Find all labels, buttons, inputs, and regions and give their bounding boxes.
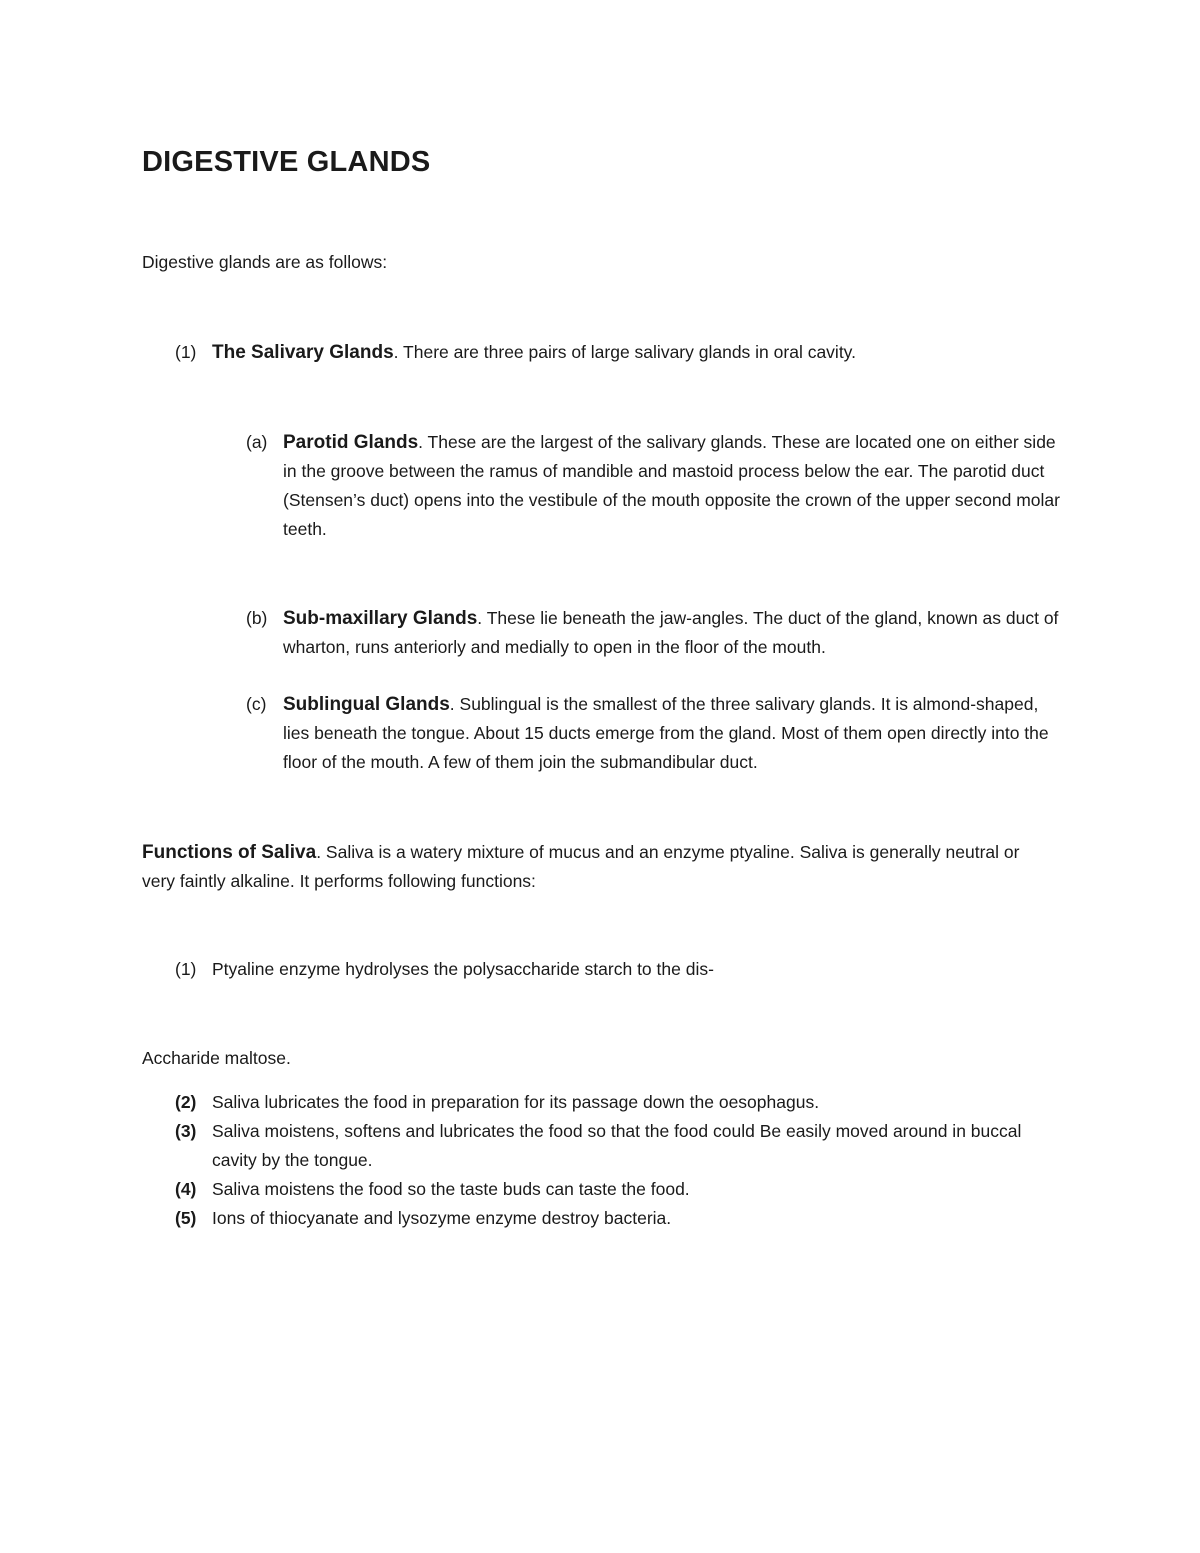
list-number: (1) (175, 342, 197, 362)
list-number: (1) (175, 959, 197, 979)
list-item-text: Saliva lubricates the food in preparation for its passage down the oesophagus. (212, 1092, 820, 1112)
functions-paragraph (142, 838, 1042, 896)
section-text: . Saliva is a watery mixture of mucus and an enzyme ptyaline. Saliva is generally neutral or very faintly alkaline. It performs following functions: (142, 842, 1020, 891)
continuation-text: Accharide maltose. (142, 1048, 291, 1068)
list-item-text: Saliva moistens, softens and lubricates the food so that the food could Be easily moved around in buccal cavity by the tongue. (212, 1121, 1022, 1170)
list-item-body (212, 338, 1112, 367)
list-item-body (283, 428, 1063, 544)
list-number: (4) (175, 1179, 197, 1199)
list-number: (a) (246, 432, 268, 452)
list-item-text: Ptyaline enzyme hydrolyses the polysaccharide starch to the dis- (212, 959, 714, 979)
list-number: (5) (175, 1208, 197, 1228)
section-text: . These lie beneath the jaw-angles. The duct of the gland, known as duct of wharton, runs anteriorly and medially to open in the floor of the mouth. (283, 608, 1059, 657)
list-number: (3) (175, 1121, 197, 1141)
section-heading: Functions of Saliva (142, 842, 317, 863)
section-text: . These are the largest of the salivary glands. These are located one on either side in the groove between the ramus of mandible and mastoid process below the ear. The parotid duct (Stensen’s duct) opens into the vestibule of the mouth opposite the crown of the upper second molar teeth. (283, 432, 1060, 539)
list-number: (2) (175, 1092, 197, 1112)
list-item-text: Ions of thiocyanate and lysozyme enzyme destroy bacteria. (212, 1208, 672, 1228)
list-item-body (283, 690, 1063, 777)
intro-text: Digestive glands are as follows: (142, 252, 388, 272)
list-item-body (283, 604, 1063, 662)
section-text: . Sublingual is the smallest of the three salivary glands. It is almond-shaped, lies beneath the tongue. About 15 ducts emerge from the gland. Most of them open directly into the floor of the mouth. A few of them join the submandibular duct. (283, 694, 1049, 772)
page-title: DIGESTIVE GLANDS (142, 146, 431, 178)
list-item-text: Saliva moistens the food so the taste buds can taste the food. (212, 1179, 690, 1199)
list-number: (c) (246, 694, 267, 714)
section-heading: Parotid Glands (283, 432, 419, 453)
section-heading: Sub-maxillary Glands (283, 608, 478, 629)
section-text: . There are three pairs of large salivary glands in oral cavity. (393, 342, 856, 362)
section-heading: Sublingual Glands (283, 694, 450, 715)
section-heading: The Salivary Glands (212, 342, 394, 363)
list-number: (b) (246, 608, 268, 628)
